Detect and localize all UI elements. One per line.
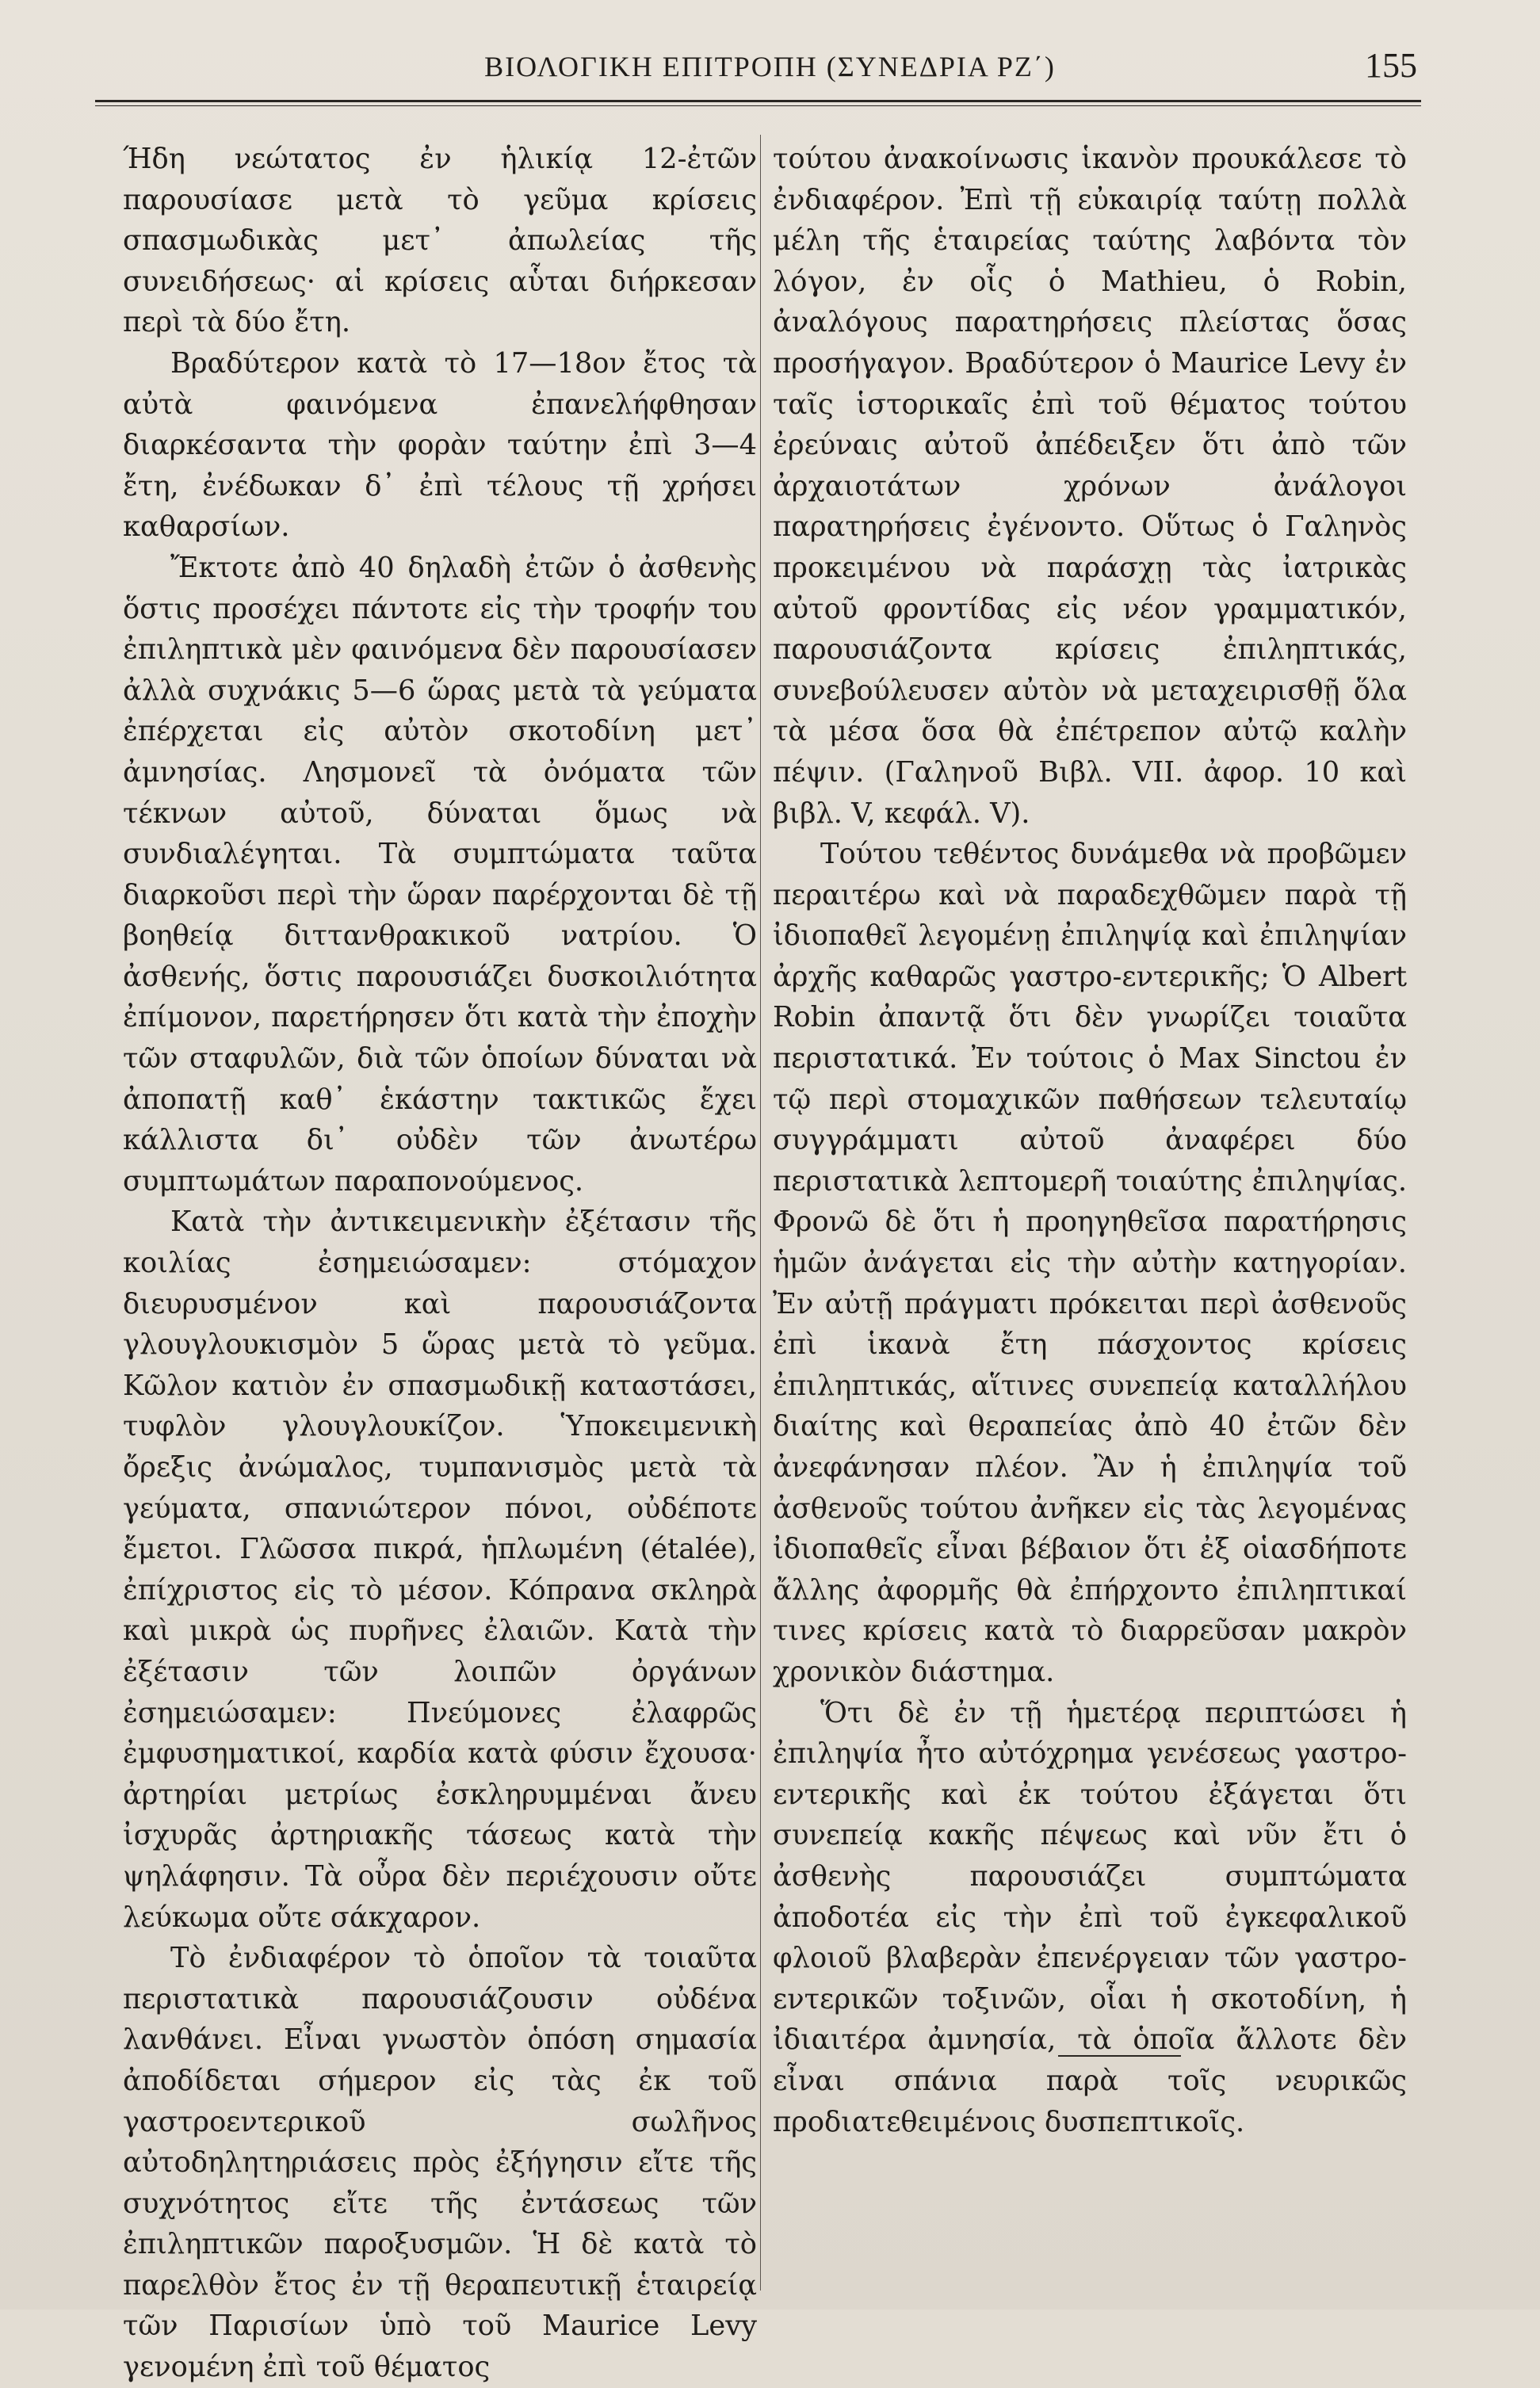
right-column xyxy=(773,139,1407,2142)
end-rule xyxy=(1058,2055,1181,2057)
left-paragraph-4: Κατὰ τὴν ἀντικειμενικὴν ἐξέτασιν τῆς κοιλίας ἐσημειώσαμεν: στόμαχον διευρυσμένον καὶ παρουσιάζοντα γλουγλουκισμὸν 5 ὥρας μετὰ τὸ γεῦμα. Κῶλον κατιὸν ἐν σπασμωδικῇ καταστάσει, τυφλὸν γλουγλουκίζον. Ὑποκειμενικὴ ὄρεξις ἀνώμαλος, τυμπανισμὸς μετὰ τὰ γεύματα, σπανιώτερον πόνοι, οὐδέποτε ἔμετοι. Γλῶσσα πικρά, ἡπλωμένη (étalée), ἐπίχριστος εἰς τὸ μέσον. Κόπρανα σκληρὰ καὶ μικρὰ ὡς πυρῆνες ἐλαιῶν. Κατὰ τὴν ἐξέτασιν τῶν λοιπῶν ὀργάνων ἐσημειώσαμεν: Πνεύμονες ἐλαφρῶς ἐμφυσηματικοί, καρδία κατὰ φύσιν ἔχουσα· ἀρτηρίαι μετρίως ἐσκληρυμμέναι ἄνευ ἰσχυρᾶς ἀρτηριακῆς τάσεως κατὰ τὴν ψηλάφησιν. Τὰ οὖρα δὲν περιέχουσιν οὔτε λεύκωμα οὔτε σάκχαρον. xyxy=(123,1205,757,1934)
right-paragraph-1: τούτου ἀνακοίνωσις ἱκανὸν προυκάλεσε τὸ ἐνδιαφέρον. Ἐπὶ τῇ εὐκαιρίᾳ ταύτῃ πολλὰ μέλη τῆς ἑταιρείας ταύτης λαβόντα τὸν λόγον, ἐν οἷς ὁ Mathieu, ὁ Robin, ἀναλόγους παρατηρήσεις πλείστας ὅσας προσήγαγον. Βραδύτερον ὁ Maurice Levy ἐν ταῖς ἱστορικαῖς ἐπὶ τοῦ θέματος τούτου ἐρεύναις αὐτοῦ ἀπέδειξεν ὅτι ἀπὸ τῶν ἀρχαιοτάτων χρόνων ἀνάλογοι παρατηρήσεις ἐγένοντο. Οὕτως ὁ Γαληνὸς προκειμένου νὰ παράσχῃ τὰς ἰατρικὰς αὐτοῦ φροντίδας εἰς νέον γραμματικόν, παρουσιάζοντα κρίσεις ἐπιληπτικάς, συνεβούλευσεν αὐτὸν νὰ μεταχειρισθῇ ὅλα τὰ μέσα ὅσα θὰ ἐπέτρεπον αὐτῷ καλὴν πέψιν. (Γαληνοῦ Βιβλ. VII. ἀφορ. 10 καὶ βιβλ. V, κεφάλ. V). xyxy=(773,143,1407,830)
page-header xyxy=(123,44,1417,91)
left-paragraph-2: Βραδύτερον κατὰ τὸ 17—18ον ἔτος τὰ αὐτὰ φαινόμενα ἐπανελήφθησαν διαρκέσαντα τὴν φορὰν ταύτην ἐπὶ 3—4 ἔτη, ἐνέδωκαν δ᾽ ἐπὶ τέλους τῇ χρήσει καθαρσίων. xyxy=(123,346,757,544)
header-rule xyxy=(95,100,1421,102)
right-paragraph-3: Ὅτι δὲ ἐν τῇ ἡμετέρᾳ περιπτώσει ἡ ἐπιληψία ἦτο αὐτόχρημα γενέσεως γαστρο-εντερικῆς καὶ ἐκ τούτου ἐξάγεται ὅτι συνεπείᾳ κακῆς πέψεως καὶ νῦν ἔτι ὁ ἀσθενὴς παρουσιάζει συμπτώματα ἀποδοτέα εἰς τὴν ἐπὶ τοῦ ἐγκεφαλικοῦ φλοιοῦ βλαβερὰν ἐπενέργειαν τῶν γαστρο-εντερικῶν τοξινῶν, οἷαι ἡ σκοτοδίνη, ἡ ἰδιαιτέρα ἀμνησία, τὰ ὁποῖα ἄλλοτε δὲν εἶναι σπάνια παρὰ τοῖς νευρικῶς προδιατεθειμένοις δυσπεπτικοῖς. xyxy=(773,1696,1407,2138)
column-divider xyxy=(760,135,761,2291)
left-paragraph-3: Ἔκτοτε ἀπὸ 40 δηλαδὴ ἐτῶν ὁ ἀσθενὴς ὅστις προσέχει πάντοτε εἰς τὴν τροφήν του ἐπιληπτικὰ μὲν φαινόμενα δὲν παρουσίασεν ἀλλὰ συχνάκις 5—6 ὥρας μετὰ τὰ γεύματα ἐπέρχεται εἰς αὐτὸν σκοτοδίνη μετ᾽ ἀμνησίας. Λησμονεῖ τὰ ὀνόματα τῶν τέκνων αὐτοῦ, δύναται ὅμως νὰ συνδιαλέγηται. Τὰ συμπτώματα ταῦτα διαρκοῦσι περὶ τὴν ὥραν παρέρχονται δὲ τῇ βοηθείᾳ διττανθρακικοῦ νατρίου. Ὁ ἀσθενής, ὅστις παρουσιάζει δυσκοιλιότητα ἐπίμονον, παρετήρησεν ὅτι κατὰ τὴν ἐποχὴν τῶν σταφυλῶν, διὰ τῶν ὁποίων δύναται νὰ ἀποπατῇ καθ᾽ ἑκάστην τακτικῶς ἔχει κάλλιστα δι᾽ οὐδὲν τῶν ἀνωτέρω συμπτωμάτων παραπονούμενος. xyxy=(123,551,757,1198)
left-column xyxy=(123,139,757,2388)
left-paragraph-1: Ήδη νεώτατος ἐν ἡλικίᾳ 12-ἐτῶν παρουσίασε μετὰ τὸ γεῦμα κρίσεις σπασμωδικὰς μετ᾽ ἀπωλείας τῆς συνειδήσεως· αἱ κρίσεις αὗται διήρκεσαν περὶ τὰ δύο ἔτη. xyxy=(123,143,757,339)
running-head: ΒΙΟΛΟΓΙΚΗ ΕΠΙΤΡΟΠΗ (ΣΥΝΕΔΡΙΑ ΡΖ΄) xyxy=(484,51,1056,82)
page-number: 155 xyxy=(1365,46,1417,85)
header-rule-thin xyxy=(95,105,1421,106)
right-paragraph-2: Τούτου τεθέντος δυνάμεθα νὰ προβῶμεν περαιτέρω καὶ νὰ παραδεχθῶμεν παρὰ τῇ ἰδιοπαθεῖ λεγομένῃ ἐπιληψίᾳ καὶ ἐπιληψίαν ἀρχῆς καθαρῶς γαστρο-εντερικῆς; Ὁ Albert Robin ἀπαντᾷ ὅτι δὲν γνωρίζει τοιαῦτα περιστατικά. Ἐν τούτοις ὁ Max Sinctou ἐν τῷ περὶ στομαχικῶν παθήσεων τελευταίῳ συγγράμματι αὐτοῦ ἀναφέρει δύο περιστατικὰ λεπτομερῆ τοιαύτης ἐπιληψίας. Φρονῶ δὲ ὅτι ἡ προηγηθεῖσα παρατήρησις ἡμῶν ἀνάγεται εἰς τὴν αὐτὴν κατηγορίαν. Ἐν αὐτῇ πράγματι πρόκειται περὶ ἀσθενοῦς ἐπὶ ἱκανὰ ἔτη πάσχοντος κρίσεις ἐπιληπτικάς, αἵτινες συνεπείᾳ καταλλήλου διαίτης καὶ θεραπείας ἀπὸ 40 ἐτῶν δὲν ἀνεφάνησαν πλέον. Ἂν ἡ ἐπιληψία τοῦ ἀσθενοῦς τούτου ἀνῆκεν εἰς τὰς λεγομένας ἰδιοπαθεῖς εἶναι βέβαιον ὅτι ἐξ οἱασδήποτε ἄλλης ἀφορμῆς θὰ ἐπήρχοντο ἐπιληπτικαί τινες κρίσεις κατὰ τὸ διαρρεῦσαν μακρὸν χρονικὸν διάστημα. xyxy=(773,838,1407,1688)
left-paragraph-5: Τὸ ἐνδιαφέρον τὸ ὁποῖον τὰ τοιαῦτα περιστατικὰ παρουσιάζουσιν οὐδένα λανθάνει. Εἶναι γνωστὸν ὁπόση σημασία ἀποδίδεται σήμερον εἰς τὰς ἐκ τοῦ γαστροεντερικοῦ σωλῆνος αὐτοδηλητηριάσεις πρὸς ἐξήγησιν εἴτε τῆς συχνότητος εἴτε τῆς ἐντάσεως τῶν ἐπιληπτικῶν παροξυσμῶν. Ἡ δὲ κατὰ τὸ παρελθὸν ἔτος ἐν τῇ θεραπευτικῇ ἑταιρείᾳ τῶν Παρισίων ὑπὸ τοῦ Maurice Levy γενομένη ἐπὶ τοῦ θέματος xyxy=(123,1942,757,2384)
